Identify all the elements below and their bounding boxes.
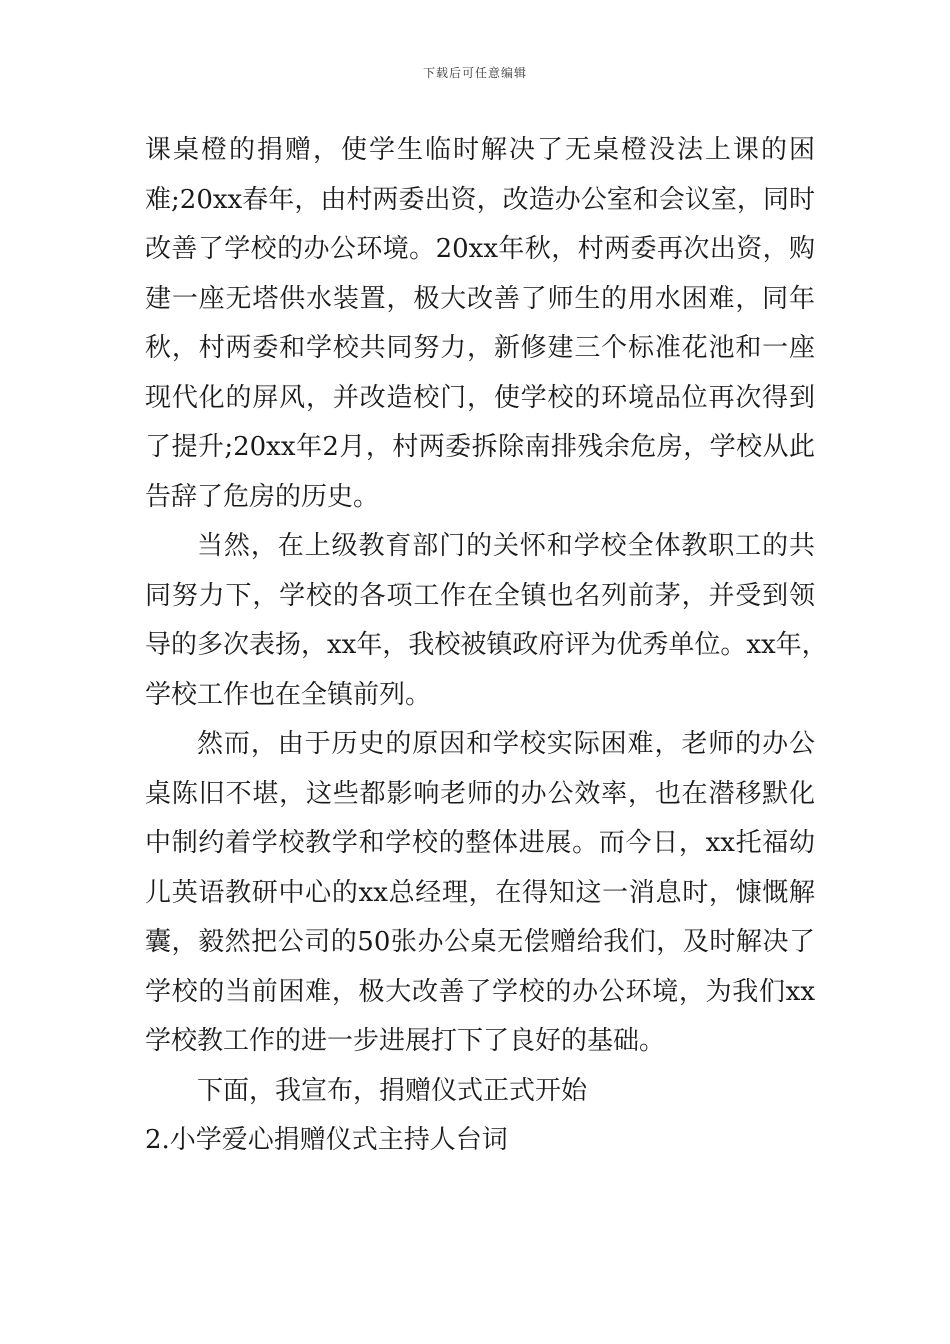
- text-line: 改善了学校的办公环境。20xx年秋，村两委再次出资，购: [145, 234, 815, 264]
- text-line: 建一座无塔供水装置，极大改善了师生的用水困难，同年: [145, 283, 815, 314]
- text-line: 学校教工作的进一步进展打下了良好的基础。: [145, 1026, 666, 1056]
- paragraph-start-line: 下面，我宣布，捐赠仪式正式开始: [197, 1075, 588, 1106]
- text-line: 同努力下，学校的各项工作在全镇也名列前茅，并受到领: [145, 580, 815, 611]
- text-line: 学校的当前困难，极大改善了学校的办公环境，为我们xx: [145, 976, 815, 1007]
- paragraph-start-line: 然而，由于历史的原因和学校实际困难，老师的办公: [197, 729, 815, 759]
- section-heading: 2.小学爱心捐赠仪式主持人台词: [145, 1125, 508, 1155]
- page-header-note: 下载后可任意编辑: [422, 66, 527, 80]
- text-line: 课桌橙的捐赠，使学生临时解决了无桌橙没法上课的困: [145, 135, 815, 165]
- text-line: 导的多次表扬，xx年，我校被镇政府评为优秀单位。xx年，: [145, 630, 828, 660]
- text-line: 囊，毅然把公司的50张办公桌无偿赠给我们，及时解决了: [145, 927, 815, 957]
- text-line: 儿英语教研中心的xx总经理，在得知这一消息时，慷慨解: [145, 877, 815, 908]
- document-body: [145, 126, 828, 1166]
- text-line: 现代化的屏风，并改造校门，使学校的环境品位再次得到: [145, 382, 815, 413]
- text-line: 学校工作也在全镇前列。: [145, 679, 432, 710]
- text-line: 了提升;20xx年2月，村两委拆除南排残余危房，学校从此: [145, 432, 815, 462]
- text-line: 难;20xx春年，由村两委出资，改造办公室和会议室，同时: [145, 184, 815, 215]
- text-line: 告辞了危房的历史。: [145, 481, 380, 512]
- paragraph-start-line: 当然，在上级教育部门的关怀和学校全体教职工的共: [197, 531, 815, 561]
- text-line: 桌陈旧不堪，这些都影响老师的办公效率，也在潜移默化: [145, 778, 815, 809]
- text-line: 中制约着学校教学和学校的整体进展。而今日，xx托福幼: [145, 828, 815, 858]
- text-line: 秋，村两委和学校共同努力，新修建三个标准花池和一座: [145, 333, 815, 363]
